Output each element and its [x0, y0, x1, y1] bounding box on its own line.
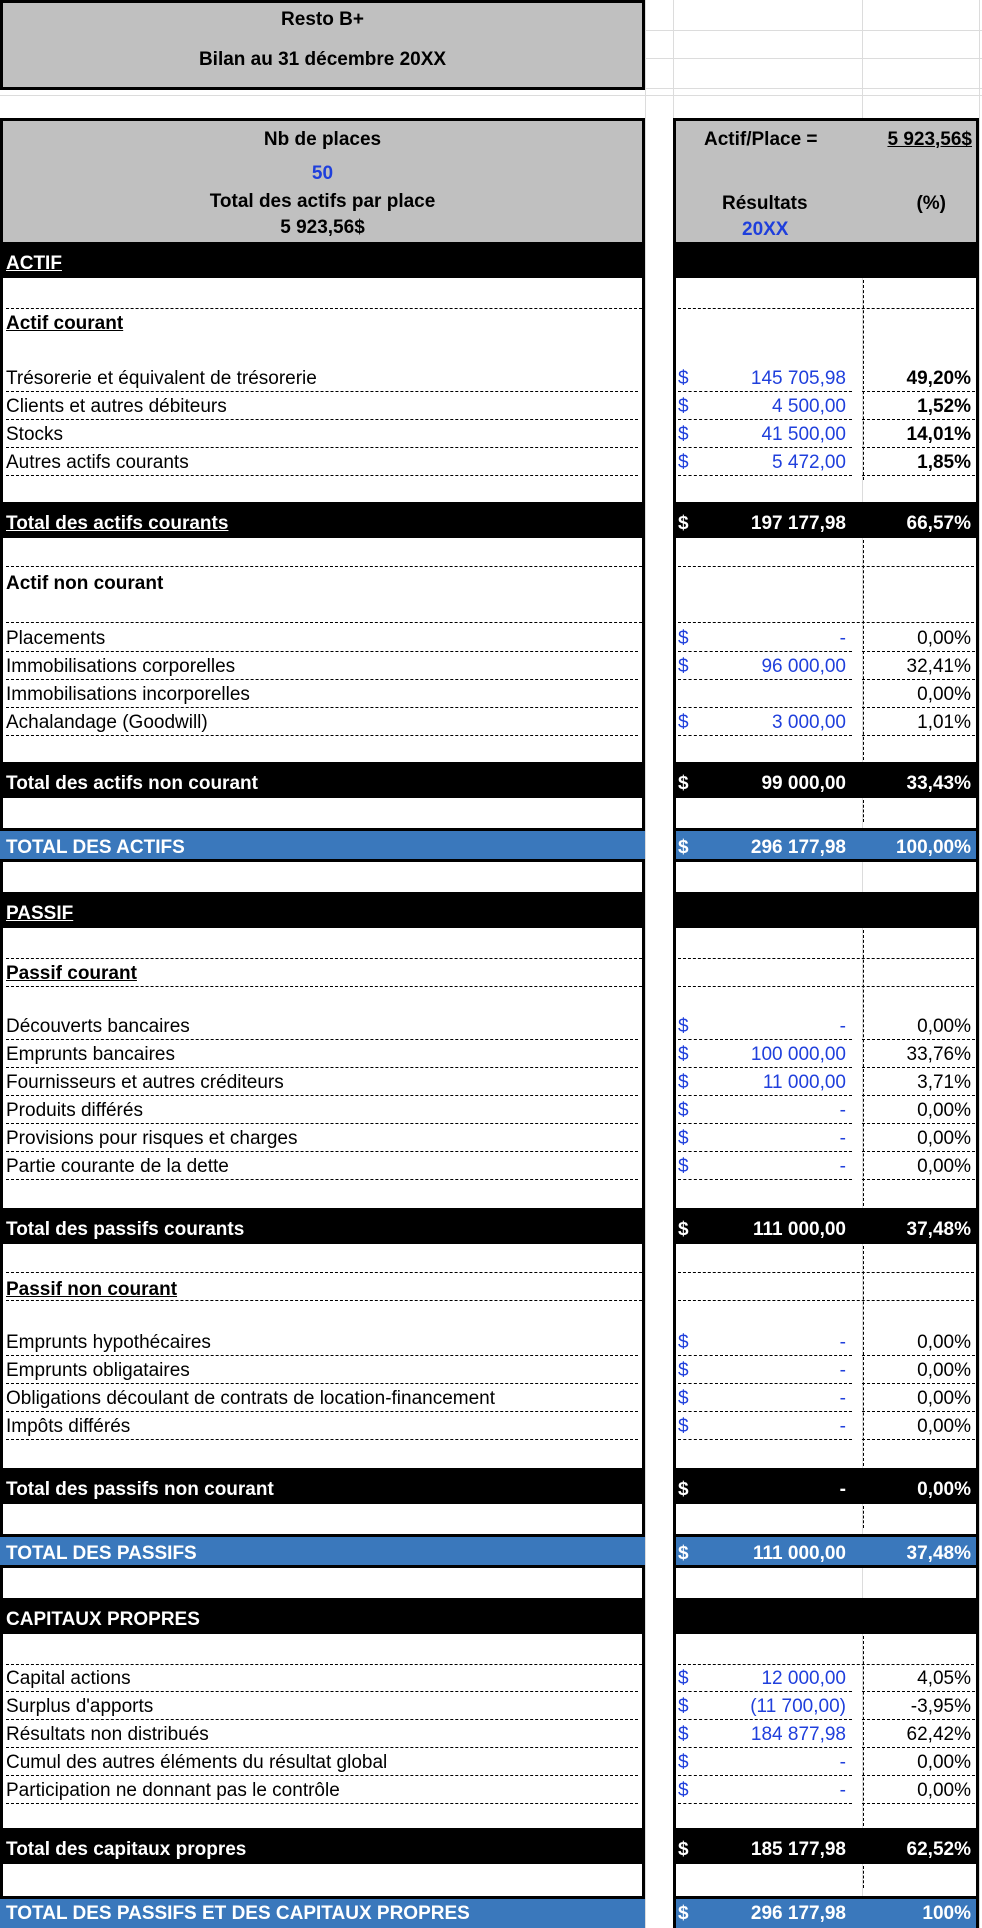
- total-passifs-non-courant-label: Total des passifs non courant: [6, 1479, 274, 1500]
- line-item-amount[interactable]: -: [720, 624, 852, 652]
- line-item-label: Immobilisations incorporelles: [6, 680, 638, 708]
- line-item-currency: $: [678, 1040, 718, 1068]
- actif-place-label: Actif/Place =: [704, 129, 818, 150]
- line-item-row: [0, 1356, 982, 1384]
- line-item-label: Capital actions: [6, 1664, 638, 1692]
- line-item-pct: 4,05%: [862, 1664, 975, 1692]
- line-item-label: Placements: [6, 624, 638, 652]
- line-item-currency: $: [678, 1384, 718, 1412]
- resultats-label: Résultats: [722, 193, 808, 214]
- line-item-pct: 0,00%: [862, 1328, 975, 1356]
- total-capitaux-amount: 185 177,98: [750, 1839, 846, 1860]
- line-item-label: Emprunts hypothécaires: [6, 1328, 638, 1356]
- header-left: [0, 118, 645, 242]
- total-actifs-amount: 296 177,98: [750, 837, 846, 858]
- line-item-currency: $: [678, 624, 718, 652]
- line-item-currency: $: [678, 652, 718, 680]
- line-item-label: Découverts bancaires: [6, 1012, 638, 1040]
- line-item-amount[interactable]: -: [720, 1748, 852, 1776]
- line-item-row: [0, 1124, 982, 1152]
- line-item-label: Emprunts obligataires: [6, 1356, 638, 1384]
- total-actifs-non-courant-pct: 33,43%: [906, 773, 971, 794]
- currency-symbol: $: [678, 773, 689, 794]
- total-actifs-row: [0, 828, 982, 860]
- line-item-label: Stocks: [6, 420, 638, 448]
- total-actifs-pct: 100,00%: [895, 837, 971, 858]
- line-item-amount[interactable]: 11 000,00: [720, 1068, 852, 1096]
- line-item-label: Cumul des autres éléments du résultat global: [6, 1748, 638, 1776]
- line-item-pct: 49,20%: [862, 364, 975, 392]
- total-capitaux-label: Total des capitaux propres: [6, 1839, 247, 1860]
- total-passifs-non-courant-amount: -: [839, 1479, 846, 1500]
- line-item-pct: 0,00%: [862, 1012, 975, 1040]
- line-item-amount[interactable]: -: [720, 1096, 852, 1124]
- line-item-pct: 62,42%: [862, 1720, 975, 1748]
- line-item-currency: [678, 680, 718, 708]
- actif-non-courant-label: Actif non courant: [6, 573, 164, 594]
- year-label[interactable]: 20XX: [742, 219, 789, 240]
- section-actif: ACTIF: [6, 253, 62, 274]
- line-item-row: [0, 392, 982, 420]
- total-actifs-courants-pct: 66,57%: [906, 513, 971, 534]
- total-passifs-courants-amount: 111 000,00: [753, 1219, 846, 1240]
- line-item-amount[interactable]: -: [720, 1124, 852, 1152]
- line-item-row: [0, 1720, 982, 1748]
- line-item-row: [0, 1040, 982, 1068]
- grand-total-pct: 100%: [922, 1903, 971, 1924]
- line-item-amount[interactable]: -: [720, 1412, 852, 1440]
- line-item-currency: $: [678, 1412, 718, 1440]
- nb-places-label: Nb de places: [263, 129, 382, 150]
- report-title: Resto B+: [281, 9, 364, 30]
- line-item-label: Emprunts bancaires: [6, 1040, 638, 1068]
- currency-symbol: $: [678, 1219, 689, 1240]
- total-capitaux-pct: 62,52%: [906, 1839, 971, 1860]
- line-item-amount[interactable]: 96 000,00: [720, 652, 852, 680]
- line-item-currency: $: [678, 364, 718, 392]
- line-item-pct: 0,00%: [862, 1412, 975, 1440]
- line-item-pct: -3,95%: [862, 1692, 975, 1720]
- total-passifs-row: [0, 1534, 982, 1566]
- line-item-row: [0, 680, 982, 708]
- line-item-amount[interactable]: -: [720, 1012, 852, 1040]
- line-item-amount[interactable]: -: [720, 1152, 852, 1180]
- currency-symbol: $: [678, 513, 689, 534]
- total-passifs-amount: 111 000,00: [753, 1543, 846, 1564]
- line-item-row: [0, 1664, 982, 1692]
- total-passifs-courants-row: [0, 1208, 982, 1242]
- line-item-label: Produits différés: [6, 1096, 638, 1124]
- line-item-row: [0, 1152, 982, 1180]
- line-item-currency: $: [678, 448, 718, 476]
- line-item-row: [0, 1384, 982, 1412]
- grand-total-label: TOTAL DES PASSIFS ET DES CAPITAUX PROPRES: [6, 1903, 470, 1924]
- line-item-currency: $: [678, 1012, 718, 1040]
- line-item-label: Résultats non distribués: [6, 1720, 638, 1748]
- line-item-currency: $: [678, 708, 718, 736]
- line-item-row: [0, 652, 982, 680]
- line-item-currency: $: [678, 1328, 718, 1356]
- total-actifs-courants-amount: 197 177,98: [750, 513, 846, 534]
- line-item-row: [0, 1328, 982, 1356]
- total-actifs-non-courant-row: [0, 762, 982, 796]
- line-item-label: Clients et autres débiteurs: [6, 392, 638, 420]
- line-item-currency: $: [678, 1124, 718, 1152]
- line-item-label: Participation ne donnant pas le contrôle: [6, 1776, 638, 1804]
- line-item-label: Surplus d'apports: [6, 1692, 638, 1720]
- passif-non-courant-label: Passif non courant: [6, 1279, 178, 1300]
- line-item-currency: $: [678, 1068, 718, 1096]
- line-item-amount[interactable]: 3 000,00: [720, 708, 852, 736]
- line-item-label: Trésorerie et équivalent de trésorerie: [6, 364, 638, 392]
- line-item-row: [0, 1776, 982, 1804]
- total-actifs-label: TOTAL DES ACTIFS: [6, 837, 185, 858]
- line-item-amount[interactable]: (11 700,00): [720, 1692, 852, 1720]
- total-passifs-pct: 37,48%: [906, 1543, 971, 1564]
- line-item-currency: $: [678, 1152, 718, 1180]
- line-item-currency: $: [678, 1776, 718, 1804]
- line-item-amount[interactable]: 41 500,00: [720, 420, 852, 448]
- currency-symbol: $: [678, 1839, 689, 1860]
- line-item-label: Fournisseurs et autres créditeurs: [6, 1068, 638, 1096]
- section-capitaux: CAPITAUX PROPRES: [6, 1609, 200, 1630]
- line-item-row: [0, 1692, 982, 1720]
- line-item-label: Immobilisations corporelles: [6, 652, 638, 680]
- line-item-row: [0, 624, 982, 652]
- total-passifs-non-courant-row: [0, 1468, 982, 1502]
- report-subtitle: Bilan au 31 décembre 20XX: [198, 49, 447, 70]
- line-item-amount[interactable]: -: [720, 1384, 852, 1412]
- line-item-pct: 0,00%: [862, 1776, 975, 1804]
- total-actifs-courants-row: [0, 502, 982, 536]
- line-item-amount[interactable]: 184 877,98: [720, 1720, 852, 1748]
- line-item-row: [0, 1748, 982, 1776]
- section-passif: PASSIF: [6, 903, 74, 924]
- line-item-row: [0, 1012, 982, 1040]
- line-item-row: [0, 1412, 982, 1440]
- line-item-currency: $: [678, 1356, 718, 1384]
- total-actifs-courants-label: Total des actifs courants: [6, 513, 229, 534]
- currency-symbol: $: [678, 1479, 689, 1500]
- total-passifs-courants-pct: 37,48%: [906, 1219, 971, 1240]
- total-per-place-value: 5 923,56$: [280, 217, 365, 238]
- line-item-amount[interactable]: 145 705,98: [720, 364, 852, 392]
- line-item-row: [0, 448, 982, 476]
- line-item-pct: 0,00%: [862, 1748, 975, 1776]
- line-item-pct: 0,00%: [862, 1384, 975, 1412]
- total-per-place-label: Total des actifs par place: [209, 191, 436, 212]
- title-block: [0, 0, 645, 90]
- line-item-amount[interactable]: 100 000,00: [720, 1040, 852, 1068]
- currency-symbol: $: [678, 1543, 689, 1564]
- passif-courant-label: Passif courant: [6, 963, 137, 984]
- line-item-pct: 14,01%: [862, 420, 975, 448]
- line-item-currency: $: [678, 1096, 718, 1124]
- line-item-pct: 0,00%: [862, 1096, 975, 1124]
- line-item-amount[interactable]: 4 500,00: [720, 392, 852, 420]
- line-item-label: Autres actifs courants: [6, 448, 638, 476]
- line-item-pct: 0,00%: [862, 1356, 975, 1384]
- line-item-pct: 0,00%: [862, 624, 975, 652]
- line-item-row: [0, 1068, 982, 1096]
- line-item-pct: 1,52%: [862, 392, 975, 420]
- actif-courant-label: Actif courant: [6, 313, 124, 334]
- line-item-row: [0, 420, 982, 448]
- total-passifs-label: TOTAL DES PASSIFS: [6, 1543, 197, 1564]
- currency-symbol: $: [678, 837, 689, 858]
- line-item-currency: $: [678, 1720, 718, 1748]
- line-item-currency: $: [678, 1748, 718, 1776]
- line-item-label: Impôts différés: [6, 1412, 638, 1440]
- pct-label: (%): [916, 193, 946, 214]
- line-item-pct: 32,41%: [862, 652, 975, 680]
- total-actifs-non-courant-amount: 99 000,00: [761, 773, 846, 794]
- line-item-amount[interactable]: -: [720, 1776, 852, 1804]
- line-item-amount[interactable]: -: [720, 1328, 852, 1356]
- line-item-amount[interactable]: 5 472,00: [720, 448, 852, 476]
- currency-symbol: $: [678, 1903, 689, 1924]
- line-item-amount[interactable]: -: [720, 1356, 852, 1384]
- grand-total-row: [0, 1896, 982, 1926]
- line-item-pct: 1,01%: [862, 708, 975, 736]
- total-capitaux-row: [0, 1828, 982, 1862]
- nb-places-value[interactable]: 50: [311, 163, 334, 184]
- line-item-label: Obligations découlant de contrats de location-financement: [6, 1384, 638, 1412]
- header-right: [673, 118, 979, 242]
- line-item-label: Achalandage (Goodwill): [6, 708, 638, 736]
- line-item-pct: 0,00%: [862, 1152, 975, 1180]
- line-item-row: [0, 364, 982, 392]
- line-item-pct: 0,00%: [862, 680, 975, 708]
- line-item-label: Partie courante de la dette: [6, 1152, 638, 1180]
- line-item-label: Provisions pour risques et charges: [6, 1124, 638, 1152]
- grand-total-amount: 296 177,98: [750, 1903, 846, 1924]
- line-item-currency: $: [678, 420, 718, 448]
- line-item-currency: $: [678, 1692, 718, 1720]
- line-item-pct: 33,76%: [862, 1040, 975, 1068]
- line-item-currency: $: [678, 392, 718, 420]
- actif-place-value: 5 923,56$: [887, 129, 972, 150]
- line-item-pct: 3,71%: [862, 1068, 975, 1096]
- line-item-pct: 0,00%: [862, 1124, 975, 1152]
- total-passifs-courants-label: Total des passifs courants: [6, 1219, 245, 1240]
- line-item-amount[interactable]: 12 000,00: [720, 1664, 852, 1692]
- line-item-currency: $: [678, 1664, 718, 1692]
- total-actifs-non-courant-label: Total des actifs non courant: [6, 773, 258, 794]
- line-item-pct: 1,85%: [862, 448, 975, 476]
- line-item-row: [0, 708, 982, 736]
- total-passifs-non-courant-pct: 0,00%: [917, 1479, 971, 1500]
- line-item-row: [0, 1096, 982, 1124]
- line-item-amount[interactable]: [720, 680, 852, 708]
